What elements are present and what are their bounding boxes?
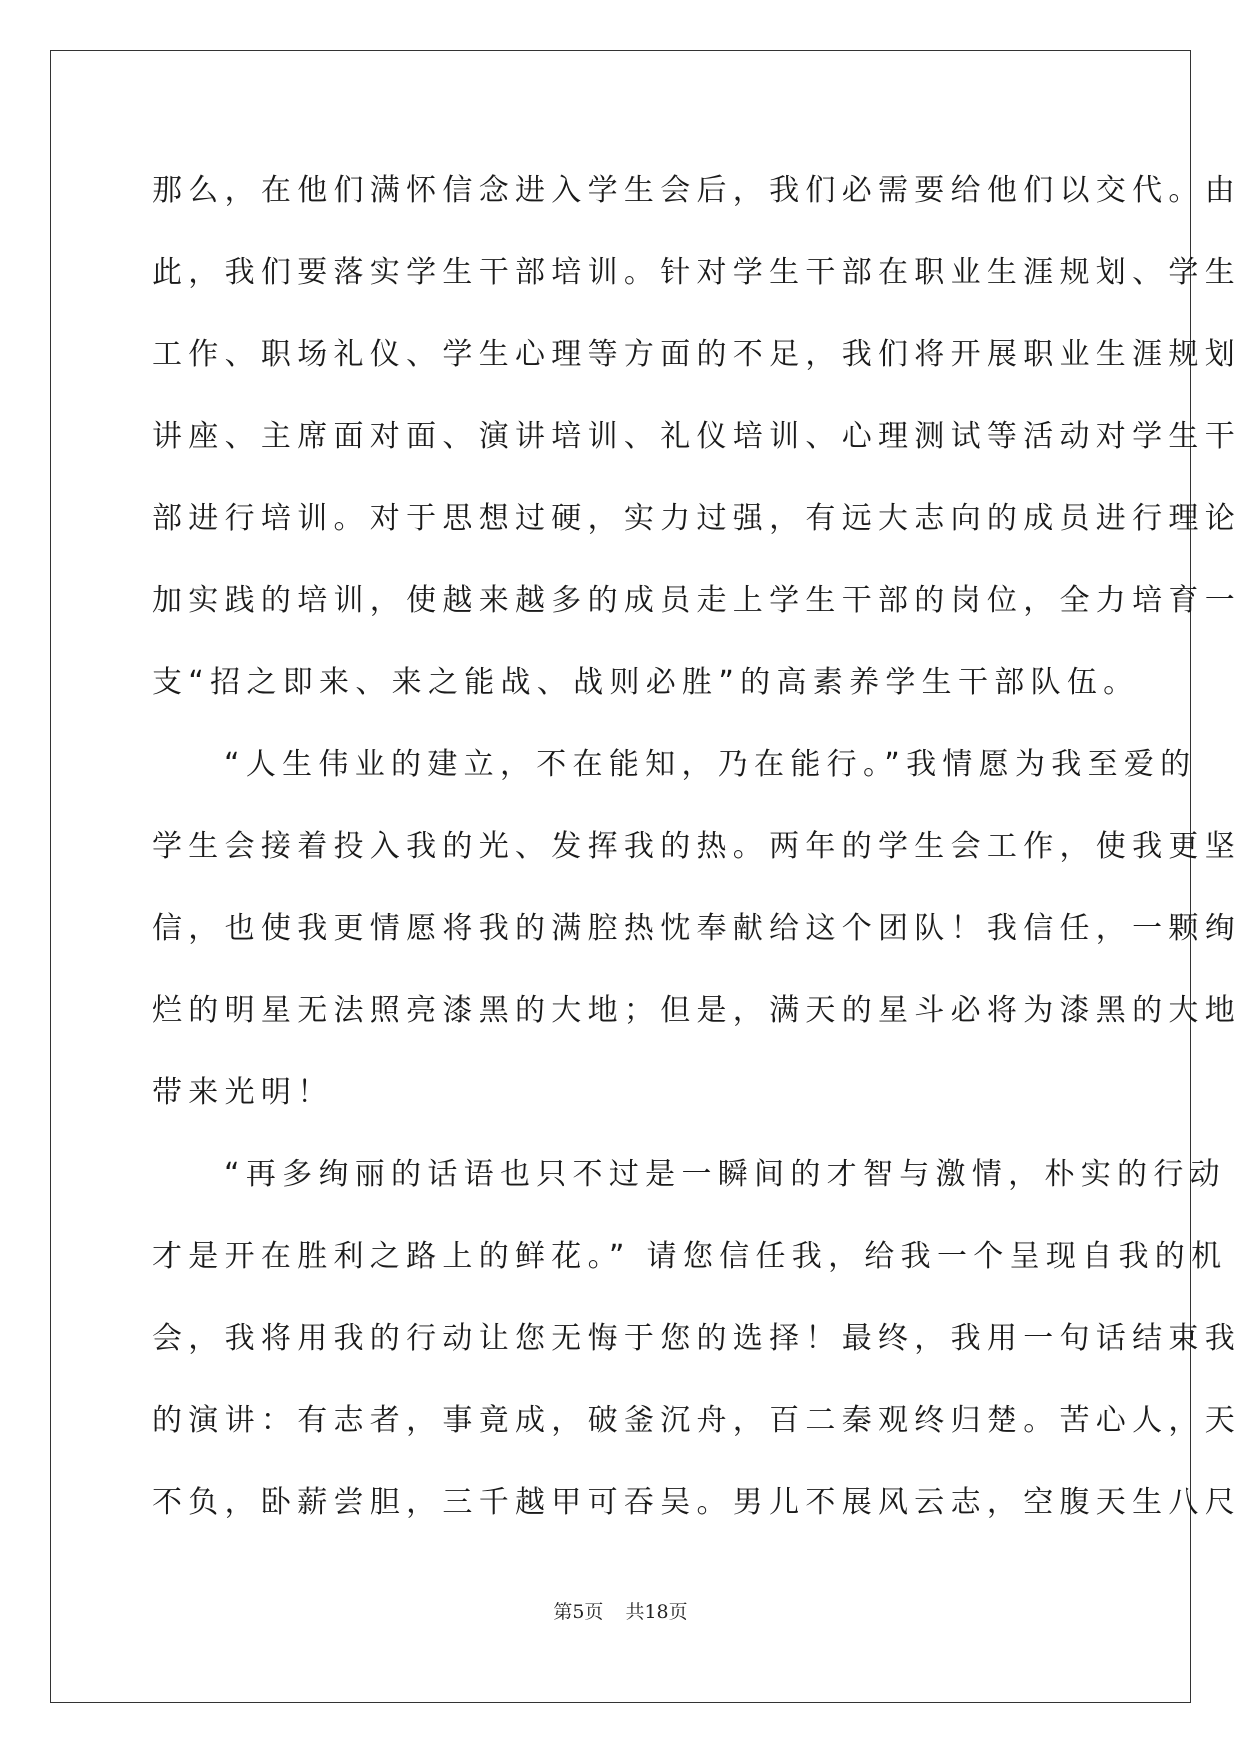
paragraph-1 (152, 160, 1241, 734)
text-line: 讲座、主席面对面、演讲培训、礼仪培训、心理测试等活动对学生干 (152, 419, 1241, 454)
text-line: 部进行培训。对于思想过硬，实力过强，有远大志向的成员进行理论 (152, 501, 1241, 536)
text-line: 信，也使我更情愿将我的满腔热忱奉献给这个团队！我信任，一颗绚 (152, 911, 1241, 946)
text-line: 工作、职场礼仪、学生心理等方面的不足，我们将开展职业生涯规划 (152, 337, 1241, 372)
text-line: 才是开在胜利之路上的鲜花。” 请您信任我，给我一个呈现自我的机 (152, 1239, 1228, 1274)
text-line: 烂的明星无法照亮漆黑的大地；但是，满天的星斗必将为漆黑的大地 (152, 993, 1241, 1028)
page-total: 共18页 (625, 1601, 688, 1623)
paragraph-2 (152, 734, 1241, 1144)
text-line: 此，我们要落实学生干部培训。针对学生干部在职业生涯规划、学生 (152, 255, 1241, 290)
text-line: 会，我将用我的行动让您无悔于您的选择！最终，我用一句话结束我 (152, 1321, 1241, 1356)
paragraph-3 (152, 1144, 1241, 1554)
document-body (152, 160, 1241, 1554)
text-line: “再多绚丽的话语也只不过是一瞬间的才智与激情，朴实的行动 (224, 1157, 1226, 1192)
text-line: 的演讲：有志者，事竟成，破釜沉舟，百二秦观终归楚。苦心人，天 (152, 1403, 1241, 1438)
text-line: “人生伟业的建立，不在能知，乃在能行。”我情愿为我至爱的 (224, 747, 1197, 782)
text-line: 带来光明！ (152, 1075, 334, 1110)
page-footer (0, 1597, 1241, 1624)
text-line: 那么，在他们满怀信念进入学生会后，我们必需要给他们以交代。由 (152, 173, 1241, 208)
text-line: 学生会接着投入我的光、发挥我的热。两年的学生会工作，使我更坚 (152, 829, 1241, 864)
page-number: 第5页 (553, 1601, 604, 1623)
text-line: 支“招之即来、来之能战、战则必胜”的高素养学生干部队伍。 (152, 665, 1140, 700)
text-line: 加实践的培训，使越来越多的成员走上学生干部的岗位，全力培育一 (152, 583, 1241, 618)
text-line: 不负，卧薪尝胆，三千越甲可吞吴。男儿不展风云志，空腹天生八尺 (152, 1485, 1241, 1520)
